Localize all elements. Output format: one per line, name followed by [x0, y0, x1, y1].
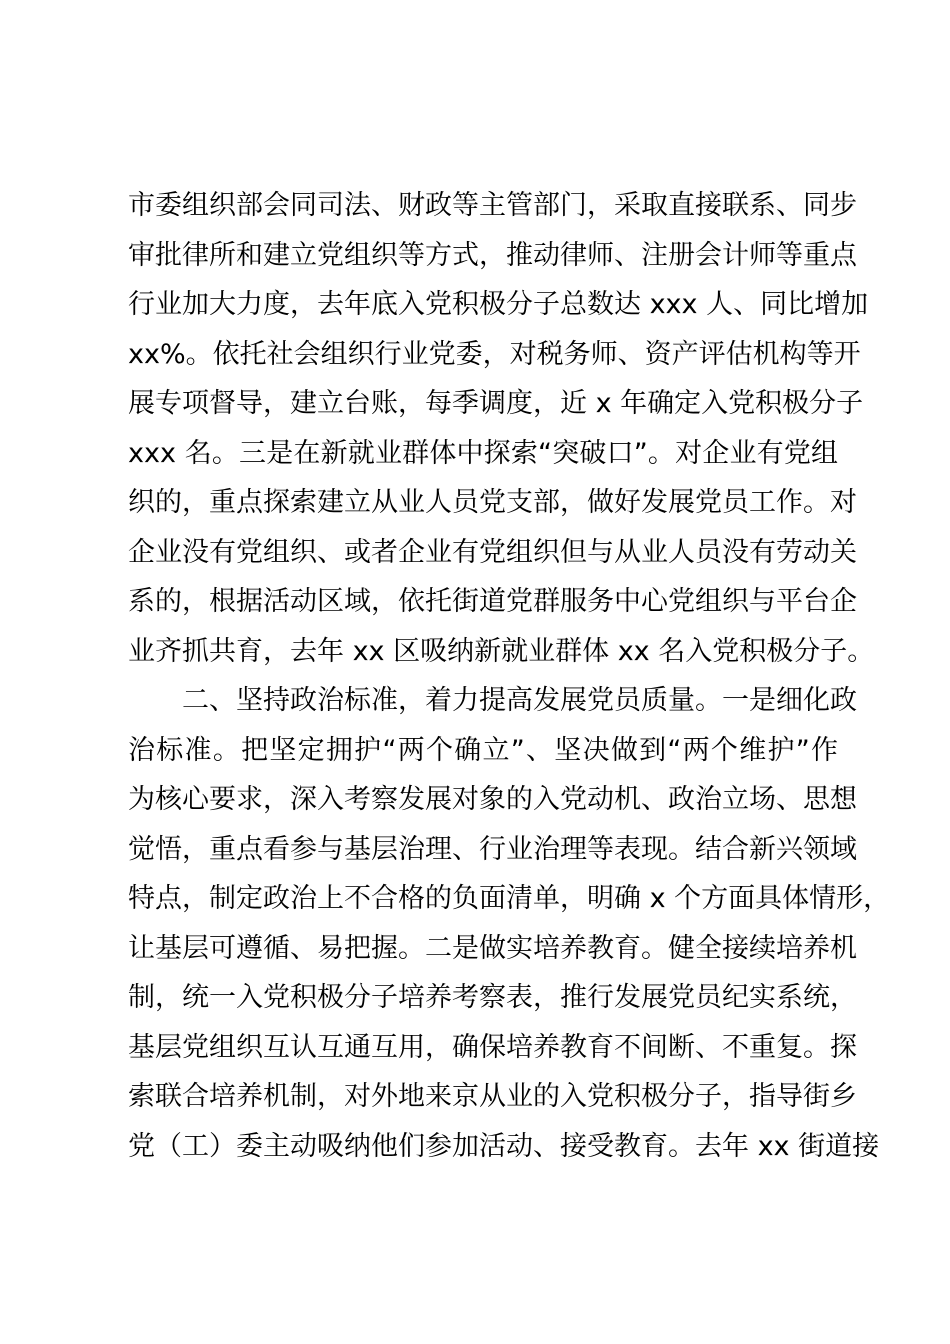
text-line: 让基层可遵循、易把握。二是做实培养教育。健全接续培养机 — [128, 932, 857, 964]
text-line: 审批律所和建立党组织等方式，推动律师、注册会计师等重点 — [128, 239, 857, 271]
text-line: 系的，根据活动区域，依托街道党群服务中心党组织与平台企 — [128, 586, 857, 617]
text-line: 展专项督导，建立台账，每季调度，近 x 年确定入党积极分子 — [128, 388, 864, 419]
text-line: 基层党组织互认互通互用，确保培养教育不间断、不重复。探 — [128, 1031, 857, 1063]
text-line: 党（工）委主动吸纳他们参加活动、接受教育。去年 xx 街道接 — [128, 1130, 880, 1162]
text-line: 市委组织部会同司法、财政等主管部门，采取直接联系、同步 — [128, 190, 857, 221]
text-line: 业齐抓共育，去年 xx 区吸纳新就业群体 xx 名入党积极分子。 — [128, 635, 875, 667]
text-line: 治标准。把坚定拥护“两个确立”、坚决做到“两个维护”作 — [128, 734, 838, 766]
text-line: 织的，重点探索建立从业人员党支部，做好发展党员工作。对 — [128, 487, 857, 518]
text-line: 索联合培养机制，对外地来京从业的入党积极分子，指导街乡 — [128, 1081, 857, 1112]
text-line: 为核心要求，深入考察发展对象的入党动机、政治立场、思想 — [128, 784, 857, 815]
text-line: 制，统一入党积极分子培养考察表，推行发展党员纪实系统， — [128, 982, 857, 1013]
text-line: 行业加大力度，去年底入党积极分子总数达 xxx 人、同比增加 — [128, 289, 869, 320]
document-body — [128, 181, 891, 1171]
text-line: 觉悟，重点看参与基层治理、行业治理等表现。结合新兴领域 — [128, 833, 857, 865]
text-line: 企业没有党组织、或者企业有党组织但与从业人员没有劳动关 — [128, 536, 857, 568]
section-heading-line: 二、坚持政治标准，着力提高发展党员质量。一是细化政 — [182, 685, 857, 716]
text-line: xx%。依托社会组织行业党委，对税务师、资产评估机构等开 — [128, 338, 861, 370]
text-line: 特点，制定政治上不合格的负面清单，明确 x 个方面具体情形， — [128, 883, 891, 914]
text-line: xxx 名。三是在新就业群体中探索“突破口”。对企业有党组 — [128, 437, 838, 469]
